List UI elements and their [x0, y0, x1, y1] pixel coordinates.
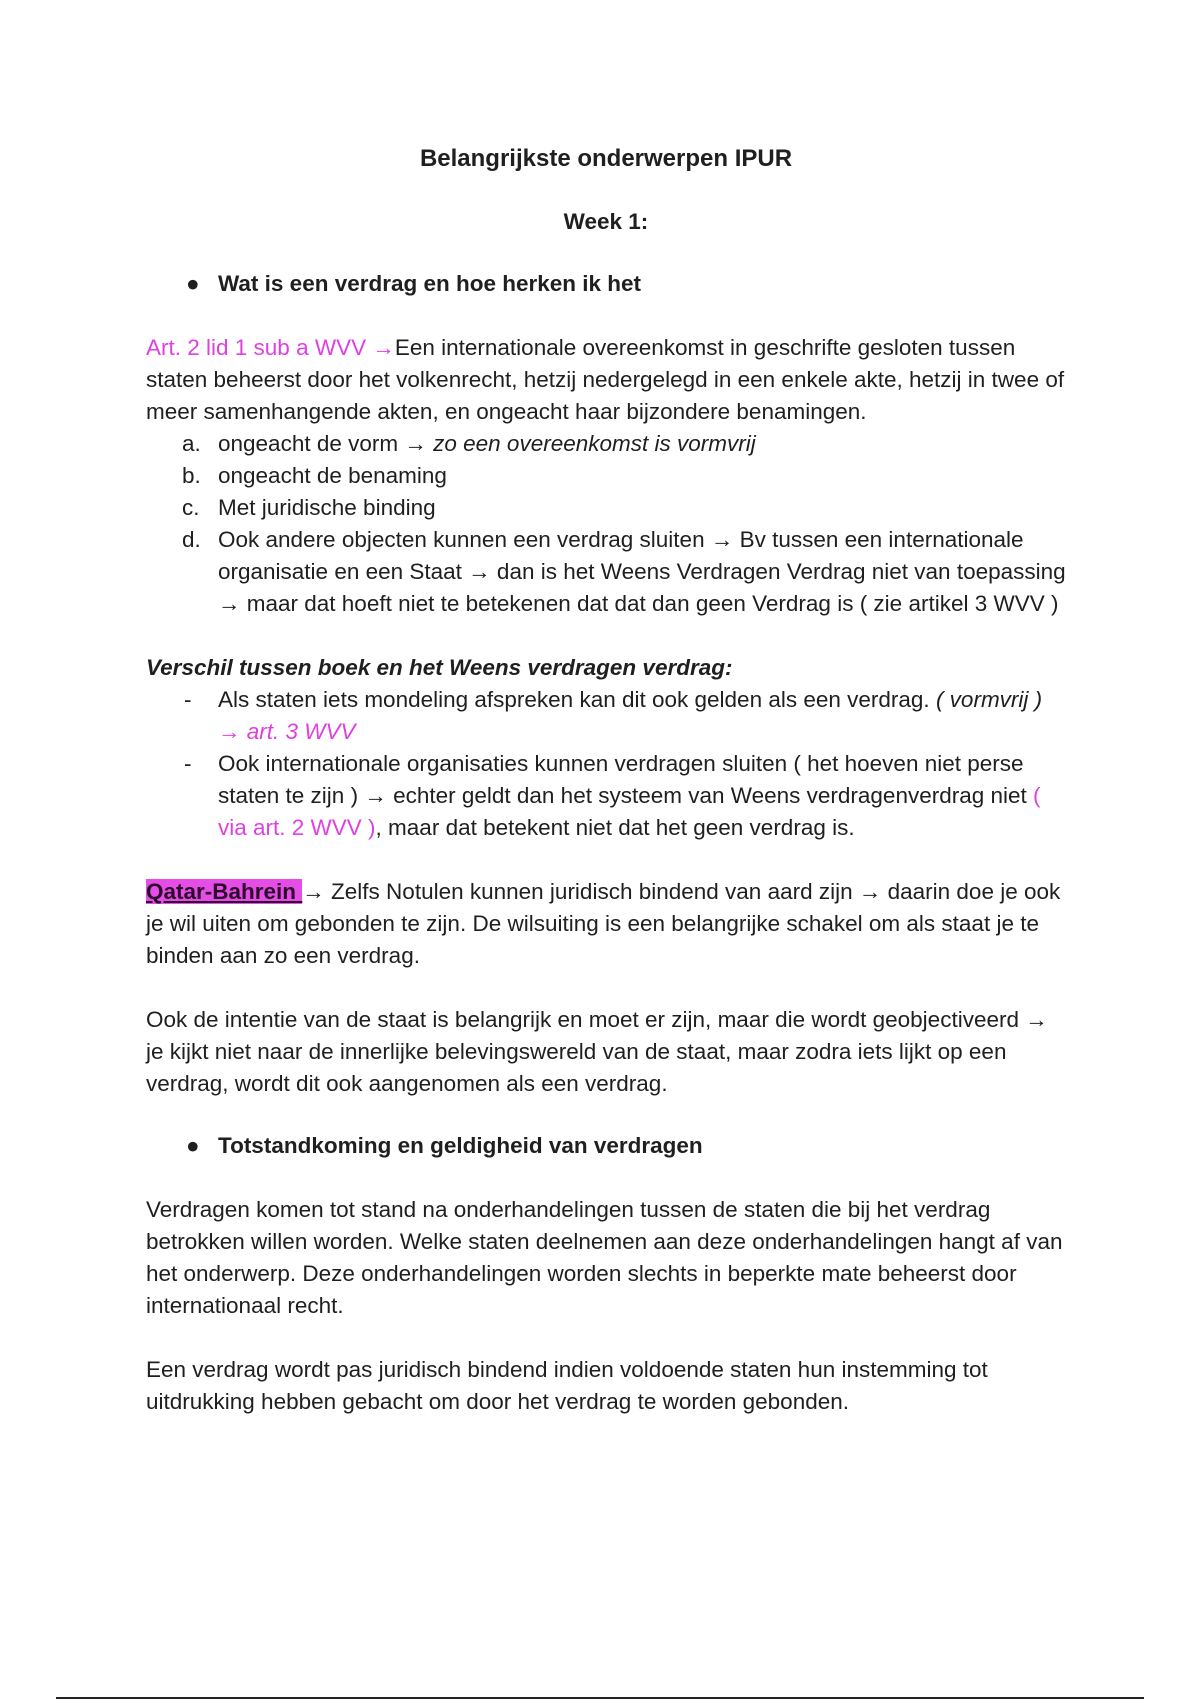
- list-item-text: Ook andere objecten kunnen een verdrag sluiten → Bv tussen een internationale organisatie en een Staat → dan is het Weens Verdragen Verdrag niet van toepassing → maar dat hoeft niet te betekenen dat dat dan geen Verdrag is ( zie artikel 3 WVV ): [218, 527, 1066, 616]
- document-page: [146, 142, 1066, 1418]
- difference-list: [146, 684, 1066, 844]
- list-item-text: Ook internationale organisaties kunnen verdragen sluiten ( het hoeven niet perse staten te zijn ) → echter geldt dan het systeem van Weens verdragenverdrag niet: [218, 751, 1034, 808]
- difference-heading: Verschil tussen boek en het Weens verdragen verdrag:: [146, 655, 733, 680]
- definition-criteria-list: [146, 428, 1066, 620]
- list-item: [146, 492, 1066, 524]
- list-marker: c.: [182, 495, 200, 520]
- case-paragraph: [146, 876, 1066, 972]
- week-heading: Week 1:: [563, 209, 649, 234]
- section-heading-totstandkoming: [146, 1130, 1066, 1162]
- list-item: [146, 428, 1066, 460]
- list-item-text: Als staten iets mondeling afspreken kan dit ook gelden als een verdrag.: [218, 687, 936, 712]
- list-item-text: ongeacht de vorm →: [218, 431, 434, 456]
- page-bottom-rule: [56, 1697, 1144, 1699]
- dash-marker: -: [184, 687, 192, 712]
- section-heading-text: Totstandkoming en geldigheid van verdragen: [218, 1133, 703, 1158]
- list-marker: d.: [182, 527, 201, 552]
- bullet-icon: ●: [186, 1133, 200, 1158]
- binding-paragraph: Een verdrag wordt pas juridisch bindend indien voldoende staten hun instemming tot uitdrukking hebben gebacht om door het verdrag te worden gebonden.: [146, 1357, 988, 1414]
- list-marker: a.: [182, 431, 201, 456]
- case-label-highlight: Qatar-Bahrein: [146, 879, 303, 904]
- definition-text: Een internationale overeenkomst in geschrifte gesloten tussen staten beheerst door het volkenrecht, hetzij nedergelegd in een enkele akte, hetzij in twee of meer samenhangende akten, en ongeacht haar bijzondere benamingen.: [146, 335, 1065, 424]
- case-text: → Zelfs Notulen kunnen juridisch bindend van aard zijn → daarin doe je ook je wil uiten om gebonden te zijn. De wilsuiting is een belangrijke schakel om als staat je te binden aan zo een verdrag.: [146, 879, 1061, 968]
- list-item-text: Met juridische binding: [218, 495, 436, 520]
- list-marker: b.: [182, 463, 201, 488]
- article-reference: → art. 3 WVV: [218, 719, 356, 744]
- list-item: [146, 684, 1066, 748]
- section-heading-verdrag: [146, 268, 1066, 300]
- dash-marker: -: [184, 751, 192, 776]
- article-reference: ( via art. 2 WVV ): [218, 783, 1041, 840]
- list-item-text: ongeacht de benaming: [218, 463, 447, 488]
- list-item-italic: ( vormvrij ): [935, 687, 1043, 712]
- intent-paragraph: Ook de intentie van de staat is belangrijk en moet er zijn, maar die wordt geobjectiveerd → je kijkt niet naar de innerlijke belevingswereld van de staat, maar zodra iets lijkt op een verdrag, wordt dit ook aangenomen als een verdrag.: [146, 1007, 1048, 1096]
- list-item-italic: zo een overeenkomst is vormvrij: [433, 431, 756, 456]
- bullet-icon: ●: [186, 271, 200, 296]
- list-item: [146, 748, 1066, 844]
- list-item-text: , maar dat betekent niet dat het geen verdrag is.: [375, 815, 855, 840]
- list-item: [146, 524, 1066, 620]
- definition-paragraph: [146, 332, 1066, 428]
- document-title: Belangrijkste onderwerpen IPUR: [419, 145, 793, 172]
- negotiation-paragraph: Verdragen komen tot stand na onderhandelingen tussen de staten die bij het verdrag betrokken willen worden. Welke staten deelnemen aan deze onderhandelingen hangt af van het onderwerp. Deze onderhandelingen worden slechts in beperkte mate beheerst door internationaal recht.: [146, 1197, 1063, 1318]
- list-item: [146, 460, 1066, 492]
- article-reference: Art. 2 lid 1 sub a WVV →: [146, 335, 395, 360]
- section-heading-text: Wat is een verdrag en hoe herken ik het: [218, 271, 642, 296]
